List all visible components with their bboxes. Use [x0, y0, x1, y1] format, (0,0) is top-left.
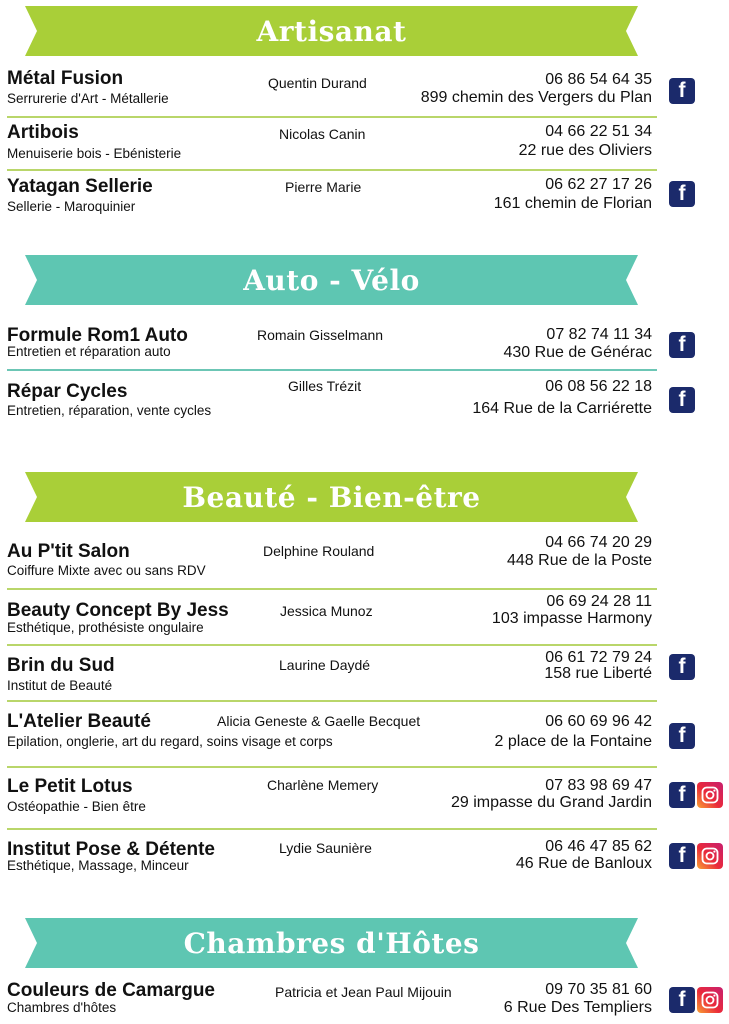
business-category: Ostéopathie - Bien être	[7, 799, 146, 814]
address: 158 rue Liberté	[544, 665, 652, 682]
divider	[7, 700, 657, 702]
contact-person: Delphine Rouland	[263, 543, 375, 559]
business-category: Menuiserie bois - Ebénisterie	[7, 146, 182, 161]
business-category: Entretien et réparation auto	[7, 344, 171, 359]
address: 103 impasse Harmony	[491, 610, 652, 627]
phone-number[interactable]: 09 70 35 81 60	[545, 981, 652, 998]
address: 29 impasse du Grand Jardin	[451, 794, 652, 811]
business-name: Le Petit Lotus	[7, 776, 133, 797]
phone-number[interactable]: 06 61 72 79 24	[545, 649, 652, 666]
divider	[7, 169, 657, 171]
business-category: Sellerie - Maroquinier	[7, 199, 136, 214]
contact-person: Laurine Daydé	[279, 657, 371, 673]
business-name: Métal Fusion	[7, 68, 124, 89]
address: 430 Rue de Générac	[503, 344, 652, 361]
phone-number[interactable]: 07 83 98 69 47	[545, 777, 652, 794]
phone-number[interactable]: 06 62 27 17 26	[545, 176, 652, 193]
contact-person: Romain Gisselmann	[257, 327, 384, 343]
section-banner-chambres-dhotes	[21, 918, 642, 968]
instagram-glyph	[700, 846, 720, 866]
facebook-icon[interactable]: f	[669, 843, 695, 869]
business-name: Artibois	[7, 122, 79, 143]
facebook-icon[interactable]: f	[669, 332, 695, 358]
contact-person: Alicia Geneste & Gaelle Becquet	[217, 713, 421, 729]
instagram-glyph	[700, 785, 720, 805]
business-name: L'Atelier Beauté	[7, 711, 151, 732]
contact-person: Pierre Marie	[285, 179, 362, 195]
business-name: Brin du Sud	[7, 655, 115, 676]
divider	[7, 116, 657, 118]
section-title: Chambres d'Hôtes	[183, 926, 480, 960]
contact-person: Jessica Munoz	[280, 603, 373, 619]
phone-number[interactable]: 06 69 24 28 11	[546, 593, 652, 610]
phone-number[interactable]: 04 66 74 20 29	[545, 534, 652, 551]
business-name: Yatagan Sellerie	[7, 176, 153, 197]
divider	[7, 766, 657, 768]
instagram-icon[interactable]	[697, 782, 723, 808]
address: 2 place de la Fontaine	[494, 733, 652, 750]
address: 22 rue des Oliviers	[518, 142, 652, 159]
contact-person: Nicolas Canin	[279, 126, 366, 142]
section-title: Beauté - Bien-être	[182, 480, 481, 514]
business-category: Esthétique, prothésiste ongulaire	[7, 620, 204, 635]
section-banner-artisanat	[21, 6, 642, 56]
facebook-icon[interactable]: f	[669, 654, 695, 680]
business-category: Esthétique, Massage, Minceur	[7, 858, 189, 873]
section-title: Artisanat	[256, 14, 407, 48]
facebook-icon[interactable]: f	[669, 387, 695, 413]
facebook-icon[interactable]: f	[669, 782, 695, 808]
address: 46 Rue de Banloux	[515, 855, 652, 872]
divider	[7, 644, 657, 646]
contact-person: Patricia et Jean Paul Mijouin	[275, 984, 452, 1000]
divider	[7, 588, 657, 590]
business-name: Beauty Concept By Jess	[7, 600, 229, 621]
instagram-icon[interactable]	[697, 843, 723, 869]
instagram-icon[interactable]	[697, 987, 723, 1013]
phone-number[interactable]: 07 82 74 11 34	[546, 326, 652, 343]
facebook-icon[interactable]: f	[669, 987, 695, 1013]
business-category: Serrurerie d'Art - Métallerie	[7, 91, 169, 106]
phone-number[interactable]: 06 46 47 85 62	[545, 838, 652, 855]
business-category: Epilation, onglerie, art du regard, soins visage et corps	[7, 734, 333, 749]
contact-person: Quentin Durand	[268, 75, 367, 91]
business-category: Institut de Beauté	[7, 678, 113, 693]
divider	[7, 369, 657, 371]
facebook-icon[interactable]: f	[669, 723, 695, 749]
phone-number[interactable]: 06 60 69 96 42	[545, 713, 652, 730]
address: 6 Rue Des Templiers	[503, 999, 652, 1016]
phone-number[interactable]: 06 86 54 64 35	[545, 71, 652, 88]
address: 164 Rue de la Carriérette	[472, 400, 652, 417]
phone-number[interactable]: 06 08 56 22 18	[545, 378, 652, 395]
business-name: Répar Cycles	[7, 381, 128, 402]
contact-person: Lydie Saunière	[279, 840, 372, 856]
facebook-icon[interactable]: f	[669, 78, 695, 104]
business-category: Entretien, réparation, vente cycles	[7, 403, 212, 418]
business-category: Coiffure Mixte avec ou sans RDV	[7, 563, 206, 578]
address: 899 chemin des Vergers du Plan	[420, 89, 652, 106]
contact-person: Charlène Memery	[267, 777, 379, 793]
business-name: Institut Pose & Détente	[7, 839, 215, 860]
business-name: Couleurs de Camargue	[7, 980, 215, 1001]
address: 161 chemin de Florian	[493, 195, 652, 212]
divider	[7, 828, 657, 830]
facebook-icon[interactable]: f	[669, 181, 695, 207]
section-banner-auto-velo	[21, 255, 642, 305]
business-name: Formule Rom1 Auto	[7, 325, 188, 346]
instagram-glyph	[700, 990, 720, 1010]
section-banner-beaute-bien-etre	[21, 472, 642, 522]
business-name: Au P'tit Salon	[7, 541, 130, 562]
business-category: Chambres d'hôtes	[7, 1000, 117, 1015]
contact-person: Gilles Trézit	[288, 378, 362, 394]
section-title: Auto - Vélo	[243, 263, 420, 297]
phone-number[interactable]: 04 66 22 51 34	[545, 123, 652, 140]
address: 448 Rue de la Poste	[507, 552, 652, 569]
